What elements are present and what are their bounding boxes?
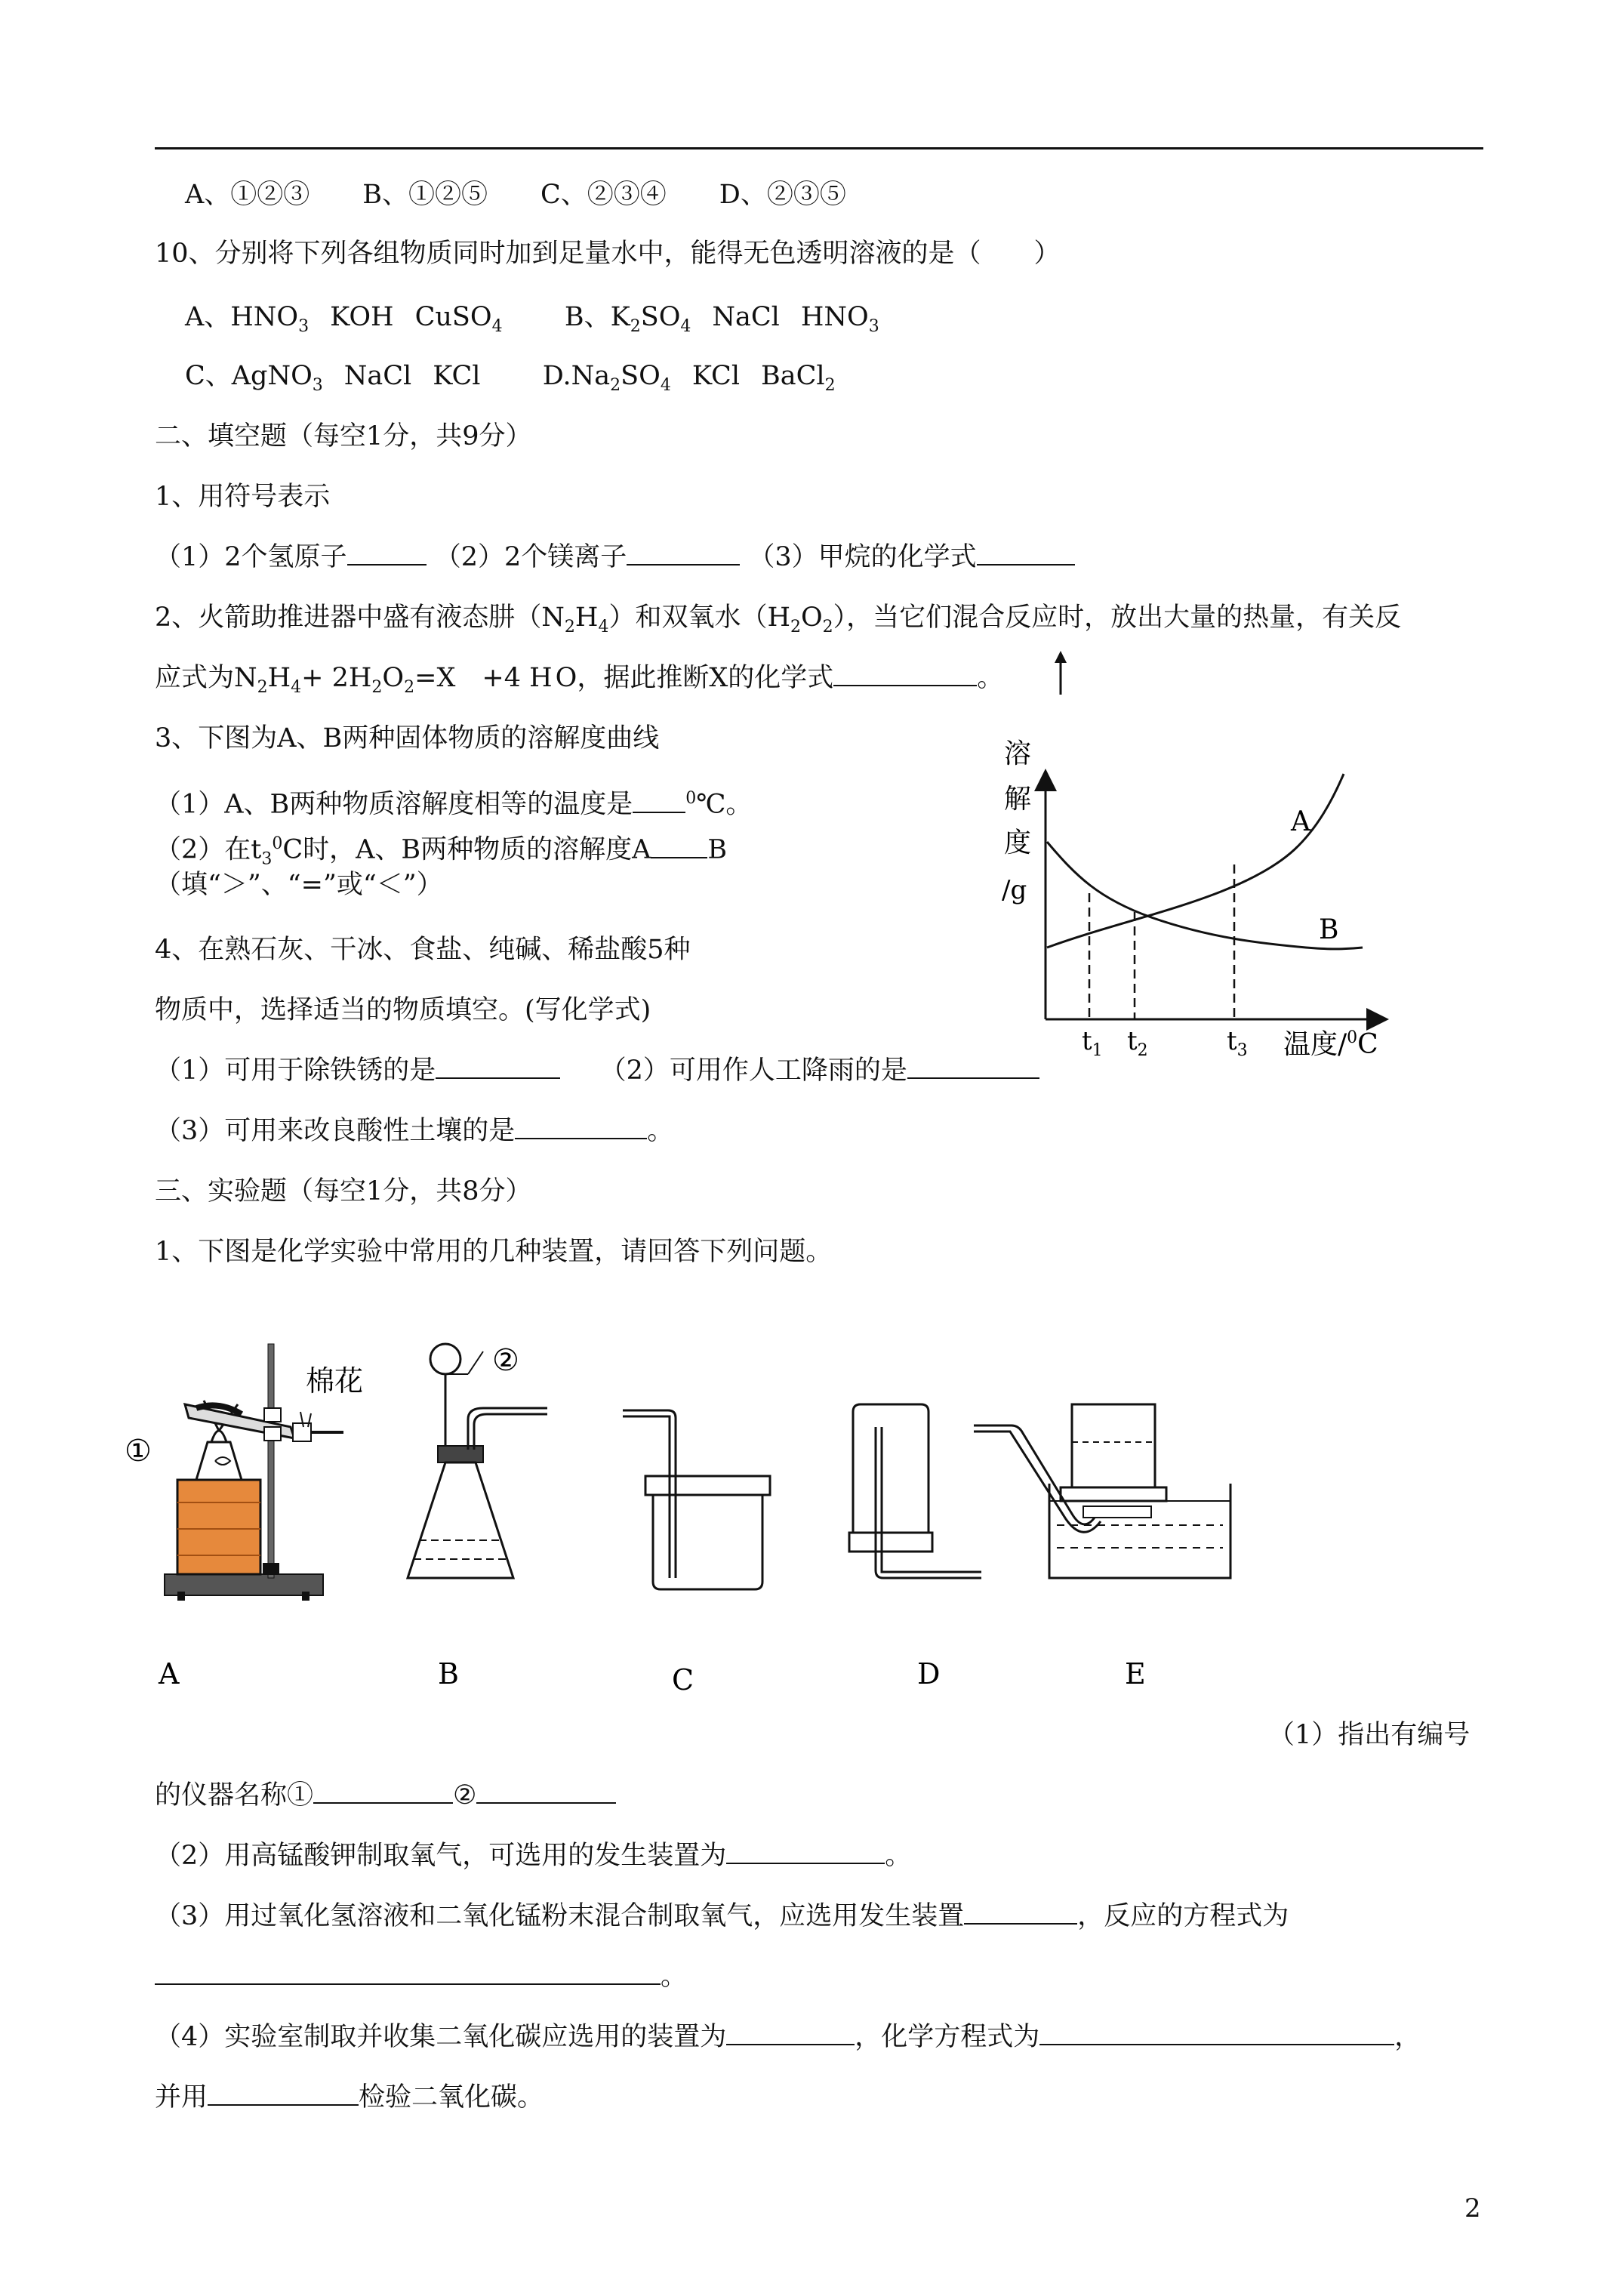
q10-option-d xyxy=(571,361,836,395)
answer-blank xyxy=(726,1840,885,1864)
solubility-chart xyxy=(993,729,1415,1076)
answer-blank xyxy=(651,834,707,858)
q10-option-a xyxy=(230,302,503,336)
section3-title: 三、实验题（每空1分，共8分） xyxy=(155,1176,532,1207)
apparatus-label-b: B xyxy=(438,1657,459,1690)
apparatus-d xyxy=(849,1404,981,1578)
formula-part: K xyxy=(610,302,630,332)
formula-part: HNO xyxy=(800,302,869,332)
q10-option-b xyxy=(610,302,879,336)
q10-stem: 10、分别将下列各组物质同时加到足量水中，能得无色透明溶液的是（ ） xyxy=(155,239,1061,269)
tick-label-t1: $t_1$ xyxy=(1082,1026,1103,1060)
page-number: 2 xyxy=(1464,2193,1481,2224)
answer-blank xyxy=(515,1115,647,1139)
answer-blank xyxy=(436,1055,560,1079)
q10-options-ab: A、$HNO_3$ KOH CuSO$_4$ B、$K_2SO_4$ NaCl $HNO_3$ xyxy=(185,302,879,336)
label-cotton: 棉花 xyxy=(306,1364,364,1398)
section2-title: 二、填空题（每空1分，共9分） xyxy=(155,421,532,451)
s2-q4-line1: 4、在熟石灰、干冰、食盐、纯碱、稀盐酸5种 xyxy=(155,935,691,965)
s3-p4: （4）实验室制取并收集二氧化碳应选用的装置为 ，化学方程式为 ， xyxy=(155,2022,1421,2052)
formula-part: 2 xyxy=(630,317,641,336)
answer-blank xyxy=(155,1961,661,1985)
formula-part: 4 xyxy=(491,317,503,336)
q9-options: A、①②③ B、①②⑤ C、②③④ D、②③⑤ xyxy=(185,180,846,210)
s2-q1-title: 1、用符号表示 xyxy=(155,482,331,512)
label-circle-1: ① xyxy=(125,1434,152,1469)
answer-blank xyxy=(313,1780,453,1804)
formula-part: KOH xyxy=(330,302,394,332)
formula-part: CuSO xyxy=(414,302,492,332)
apparatus-label-d: D xyxy=(917,1657,941,1690)
s3-p4-cont: 并用 检验二氧化碳。 xyxy=(155,2082,544,2113)
curve-label-b: B xyxy=(1319,914,1339,945)
formula-part: 4 xyxy=(660,376,671,395)
answer-blank xyxy=(726,2021,855,2045)
s2-q4-parts12: （1）可用于除铁锈的是 （2）可用作人工降雨的是 xyxy=(155,1054,1039,1087)
formula-part: SO xyxy=(621,361,661,391)
gas-arrow-icon xyxy=(1049,651,1072,696)
s2-q2-line2: 应式为$N_2H_4+ 2H_2O_2=X$ +4 H O，据此推断X的化学式 。 xyxy=(155,663,1004,697)
x-axis-label: 温度/$^0$C xyxy=(1283,1028,1378,1060)
apparatus-label-c: C xyxy=(672,1663,694,1691)
formula-part: NaCl xyxy=(712,302,780,332)
formula-part: AgNO xyxy=(231,361,313,391)
apparatus-e xyxy=(974,1404,1230,1578)
s3-p1b: 的仪器名称① ② xyxy=(155,1779,616,1812)
formula-part: BaCl xyxy=(761,361,825,391)
y-axis-label-char: 解 xyxy=(1004,784,1032,815)
answer-blank xyxy=(1039,2021,1394,2045)
s2-q3-part2: （2）在$t_3^0C$时，A、B两种物质的溶解度A B xyxy=(155,834,728,869)
answer-blank xyxy=(964,1900,1077,1925)
s3-p3: （3）用过氧化氢溶液和二氧化锰粉末混合制取氧气，应选用发生装置 ，反应的方程式为 xyxy=(155,1901,1289,1931)
answer-blank xyxy=(833,662,977,686)
s3-q1-title: 1、下图是化学实验中常用的几种装置，请回答下列问题。 xyxy=(155,1237,833,1267)
tick-label-t2: $t_2$ xyxy=(1127,1026,1148,1060)
answer-blank xyxy=(208,2082,359,2106)
formula-part: SO xyxy=(640,302,681,332)
s3-p2: （2）用高锰酸钾制取氧气，可选用的发生装置为 。 xyxy=(155,1841,912,1871)
apparatus-label-e: E xyxy=(1125,1657,1146,1690)
answer-blank xyxy=(977,541,1075,566)
answer-blank xyxy=(476,1780,616,1804)
formula-part: KCl xyxy=(433,361,481,391)
s2-q1-parts: （1）2个氢原子 （2）2个镁离子 （3）甲烷的化学式 xyxy=(155,541,1075,574)
s3-p1a: （1）指出有编号 xyxy=(1268,1720,1471,1750)
y-axis-label-char: 度 xyxy=(1004,827,1032,858)
apparatus-label-a: A xyxy=(159,1657,180,1690)
s2-q3-part1: （1）A、B两种物质溶解度相等的温度是 $^0$℃。 xyxy=(155,789,753,820)
y-axis-label-char: 溶 xyxy=(1004,738,1032,769)
s2-q2-line1: 2、火箭助推进器中盛有液态肼$(N_2H_4)$和双氧水$(H_2O_2)$，当它们混合反应时，放出大量的热量，有关反 xyxy=(155,603,1402,636)
header-rule xyxy=(155,147,1483,149)
formula-part: KCl xyxy=(691,361,741,391)
formula-part: 3 xyxy=(298,317,310,336)
s2-q3-title: 3、下图为A、B两种固体物质的溶解度曲线 xyxy=(155,723,660,754)
s2-q4-part3: （3）可用来改良酸性土壤的是 。 xyxy=(155,1116,674,1146)
formula-part: Na xyxy=(571,361,611,391)
s2-q3-part3: （填“＞”、“=”或“＜”） xyxy=(155,870,443,900)
formula-part: 3 xyxy=(868,317,879,336)
tick-label-t3: $t_3$ xyxy=(1227,1026,1248,1060)
formula-part: HNO xyxy=(230,302,299,332)
apparatus-b xyxy=(408,1344,547,1578)
formula-part: 2 xyxy=(824,376,836,395)
y-axis-label-char: /g xyxy=(1002,875,1027,905)
answer-blank xyxy=(627,541,740,566)
s3-p3-cont: 。 xyxy=(155,1960,687,1993)
q10-options-cd: C、AgNO$_3$ NaCl KCl $D.Na_2SO_4$ KCl BaCl$_2$ xyxy=(185,361,836,395)
curve-a xyxy=(1047,774,1344,948)
formula-part: NaCl xyxy=(343,361,412,391)
formula-part: 4 xyxy=(680,317,691,336)
formula-part: 3 xyxy=(312,376,323,395)
answer-blank xyxy=(347,541,427,566)
answer-blank xyxy=(633,789,685,813)
apparatus-c xyxy=(623,1410,770,1589)
s2-q4-line2: 物质中，选择适当的物质填空。(写化学式) xyxy=(155,995,651,1025)
formula-part: 2 xyxy=(610,376,621,395)
apparatus-figure xyxy=(113,1329,1261,1691)
label-circle-2: ② xyxy=(492,1343,519,1378)
curve-label-a: A xyxy=(1291,806,1310,837)
q10-option-c xyxy=(231,361,481,395)
